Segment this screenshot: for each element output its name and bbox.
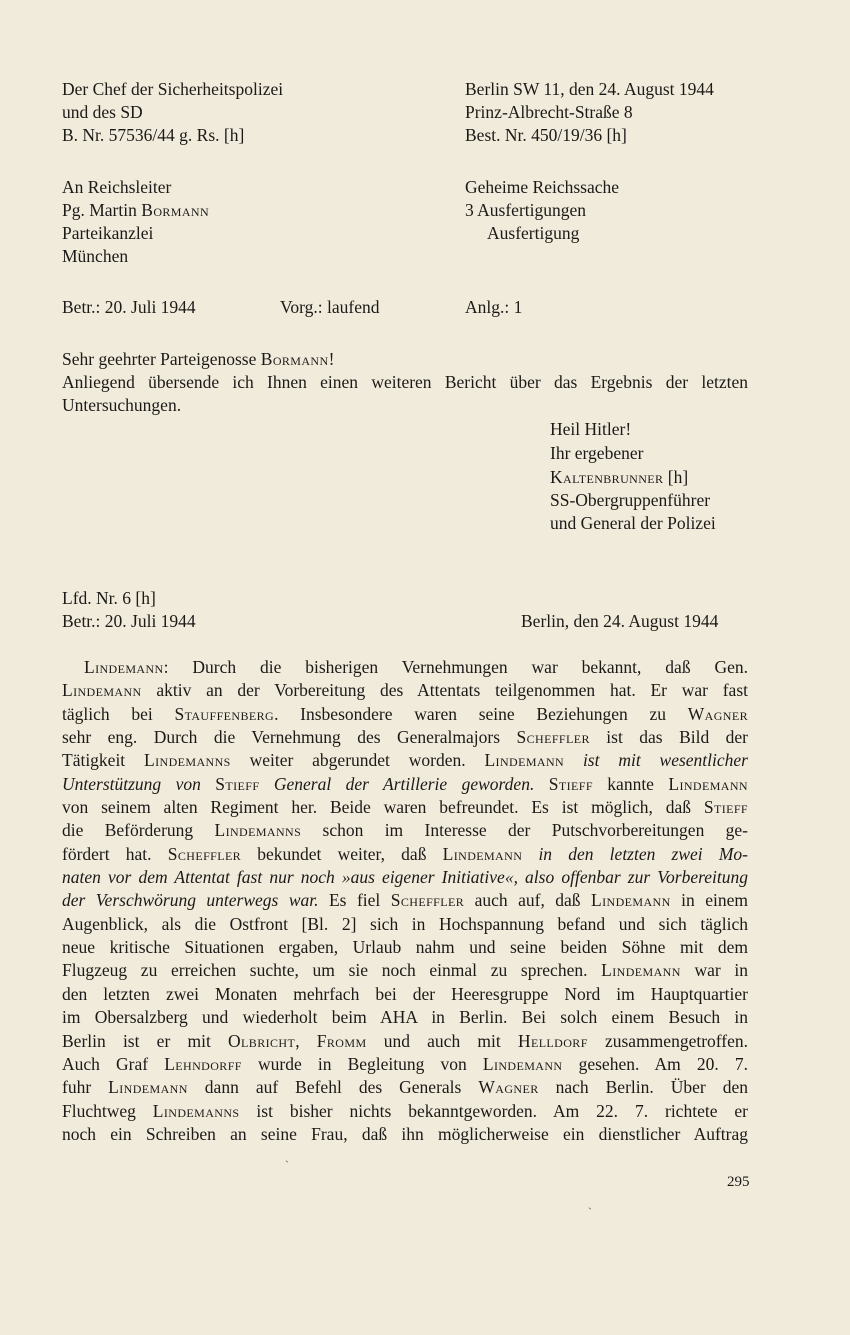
body-text-run: Unterstützung von — [62, 773, 216, 794]
body-text-run: weiter abgerundet worden. — [230, 750, 485, 771]
body-line — [62, 1123, 748, 1146]
body-line — [62, 913, 748, 936]
salutation-suffix: ! — [328, 349, 335, 369]
classification-line-3: Ausfertigung — [487, 223, 580, 243]
letter-body-line-2: Untersuchungen. — [62, 395, 182, 415]
body-text-run: . Insbesondere waren seine Beziehungen zu — [274, 703, 688, 724]
person-name: Stieff — [703, 797, 748, 818]
body-line — [62, 1076, 748, 1099]
body-line — [62, 936, 748, 959]
body-line — [62, 679, 748, 702]
signature-name: Kaltenbrunner — [550, 467, 664, 487]
body-text-run: kannte — [592, 773, 669, 794]
person-name: Lehndorff — [164, 1053, 242, 1074]
person-name: Lindemann — [484, 750, 565, 771]
betr-reference: Betr.: 20. Juli 1944 — [62, 297, 196, 317]
body-text-run: aktiv an der Vorbereitung des Attentats teilgenommen hat. Er war fast — [141, 680, 748, 701]
page-number: 295 — [727, 1174, 750, 1190]
person-name: Lindemann — [108, 1077, 188, 1098]
person-name: Lindemann — [601, 960, 681, 981]
body-text-run: Augenblick, als die Ostfront [Bl. 2] sich in Hochspannung befand und sich täglich — [62, 913, 748, 934]
body-text-run: wurde in Begleitung von — [241, 1053, 483, 1074]
body-text-run: der Verschwörung unterwegs war. — [62, 890, 319, 911]
person-name: Olbricht — [228, 1030, 296, 1051]
person-name: Lindemann — [591, 890, 671, 911]
person-name: Scheffler — [516, 727, 590, 748]
body-text-run: von seinem alten Regiment her. Beide waren befreundet. Es ist möglich, daß — [62, 797, 704, 818]
recipient-line-4: München — [62, 246, 129, 266]
body-text-run: , — [295, 1030, 317, 1051]
body-text-run: sehr eng. Durch die Vernehmung des Generalmajors — [62, 727, 517, 748]
recipient-name: Bormann — [141, 200, 210, 220]
body-line — [62, 703, 748, 726]
person-name: Scheffler — [390, 890, 465, 911]
sender-line-1: Der Chef der Sicherheitspolizei — [62, 79, 284, 99]
closing-greeting: Heil Hitler! — [550, 419, 632, 439]
person-name: Scheffler — [167, 843, 242, 864]
body-text-run: und auch mit — [366, 1030, 518, 1051]
anlg-reference: Anlg.: 1 — [465, 297, 523, 317]
body-text-run: : Durch die bisherigen Vernehmungen war bekannt, daß Gen. — [163, 657, 748, 677]
body-text-run: im Obersalzberg und wiederholt beim AHA in Berlin. Bei solch einem Besuch in — [62, 1007, 748, 1028]
body-line — [62, 819, 748, 842]
body-line — [62, 656, 748, 679]
body-text-run: Tätigkeit — [62, 750, 145, 771]
street-line: Prinz-Albrecht-Straße 8 — [465, 102, 633, 122]
scan-speck: ˏ — [588, 1196, 592, 1210]
lfd-nr: Lfd. Nr. 6 [h] — [62, 588, 156, 608]
closing-ergebener: Ihr ergebener — [550, 443, 644, 463]
sender-line-2: und des SD — [62, 102, 143, 122]
recipient-prefix: Pg. Martin — [62, 200, 142, 220]
body-text-run: die Beförderung — [62, 820, 215, 841]
body-text-run: noch ein Schreiben an seine Frau, daß ihn möglicherweise ein dienstlicher Auftrag — [62, 1123, 748, 1144]
body-line — [62, 959, 748, 982]
body-text-run: Fluchtweg — [62, 1100, 153, 1121]
body-line — [62, 773, 748, 796]
body-text-run: ist das Bild der — [589, 727, 749, 748]
body-text-run: auch auf, daß — [464, 890, 592, 911]
body-line — [62, 749, 748, 772]
letter-body-line-1: Anliegend übersende ich Ihnen einen weiteren Bericht über das Ergebnis der letzten — [62, 372, 748, 392]
person-name: Lindemann — [668, 773, 748, 794]
person-name: Stauffenberg — [174, 703, 275, 724]
closing-title: und General der Polizei — [550, 513, 716, 533]
person-name: Stieff — [215, 773, 260, 794]
body-text-run: gesehen. Am 20. 7. — [562, 1053, 748, 1074]
vorg-reference: Vorg.: laufend — [280, 297, 380, 317]
person-name: Lindemann — [84, 657, 164, 677]
body-text-run: neue kritische Situationen ergaben, Urlaub nahm und seine beiden Söhne mit dem — [62, 937, 748, 958]
classification-line-2: 3 Ausfertigungen — [465, 200, 587, 220]
body-line — [62, 1030, 748, 1053]
closing-rank: SS-Obergruppenführer — [550, 490, 711, 510]
body-text-run: war in — [680, 960, 748, 981]
recipient-line-2 — [62, 199, 209, 222]
person-name: Lindemann — [482, 1053, 563, 1074]
report-body — [62, 656, 748, 1146]
body-line — [62, 866, 748, 889]
report-betr: Betr.: 20. Juli 1944 — [62, 611, 196, 631]
body-text-run: täglich bei — [62, 703, 175, 724]
body-text-run: schon im Interesse der Putschvorbereitungen ge- — [301, 820, 748, 841]
body-text-run: Flugzeug zu erreichen suchte, um sie noch einmal zu sprechen. — [62, 960, 602, 981]
body-text-run: naten vor dem Attentat fast nur noch »aus eigener Initiative«, also offenbar zur Vorbereitung — [62, 867, 748, 888]
body-text-run: Es fiel — [318, 890, 391, 911]
person-name: Lindemanns — [152, 1100, 240, 1121]
body-text-run: ist bisher nichts bekanntgeworden. Am 22. 7. richtete er — [239, 1100, 748, 1121]
classification-line-1: Geheime Reichssache — [465, 177, 620, 197]
body-line — [62, 843, 748, 866]
body-text-run: fördert hat. — [62, 843, 168, 864]
body-text-run: fuhr — [62, 1077, 109, 1098]
body-text-run: Auch Graf — [62, 1053, 165, 1074]
body-text-run: dann auf Befehl des Generals — [187, 1077, 479, 1098]
signature-suffix: [h] — [663, 467, 689, 487]
person-name: Lindemann — [442, 843, 523, 864]
salutation-prefix: Sehr geehrter Parteigenosse — [62, 349, 261, 369]
person-name: Lindemann — [62, 680, 142, 701]
person-name: Lindemanns — [144, 750, 231, 771]
person-name: Fromm — [316, 1030, 367, 1051]
person-name: Wagner — [687, 703, 748, 724]
body-text-run: bekundet weiter, daß — [241, 843, 443, 864]
body-line — [62, 726, 748, 749]
body-text-run: ist mit wesentlicher — [564, 750, 748, 771]
body-text-run: Berlin ist er mit — [62, 1030, 229, 1051]
body-text-run: den letzten zwei Monaten mehrfach bei der Heeresgruppe Nord im Hauptquartier — [62, 983, 748, 1004]
sender-line-3: B. Nr. 57536/44 g. Rs. [h] — [62, 125, 245, 145]
body-text-run: nach Berlin. Über den — [538, 1077, 749, 1098]
body-text-run: General der Artillerie geworden. — [259, 773, 549, 794]
recipient-line-3: Parteikanzlei — [62, 223, 154, 243]
body-text-run: in einem — [670, 890, 748, 911]
body-line — [62, 796, 748, 819]
body-line — [62, 1100, 748, 1123]
person-name: Helldorf — [517, 1030, 588, 1051]
body-line — [62, 1006, 748, 1029]
scan-speck: ˋ — [285, 1158, 289, 1172]
body-line — [62, 1053, 748, 1076]
closing-signature — [550, 466, 688, 489]
best-nr-line: Best. Nr. 450/19/36 [h] — [465, 125, 627, 145]
person-name: Stieff — [548, 773, 593, 794]
place-date-line: Berlin SW 11, den 24. August 1944 — [465, 79, 714, 99]
recipient-line-1: An Reichsleiter — [62, 177, 172, 197]
salutation-line — [62, 348, 334, 371]
person-name: Wagner — [478, 1077, 539, 1098]
body-line — [62, 889, 748, 912]
person-name: Lindemanns — [214, 820, 302, 841]
salutation-name: Bormann — [260, 349, 329, 369]
report-date: Berlin, den 24. August 1944 — [521, 611, 719, 631]
body-line — [62, 983, 748, 1006]
body-text-run: in den letzten zwei Mo- — [522, 843, 748, 864]
body-text-run: zusammengetroffen. — [587, 1030, 749, 1051]
